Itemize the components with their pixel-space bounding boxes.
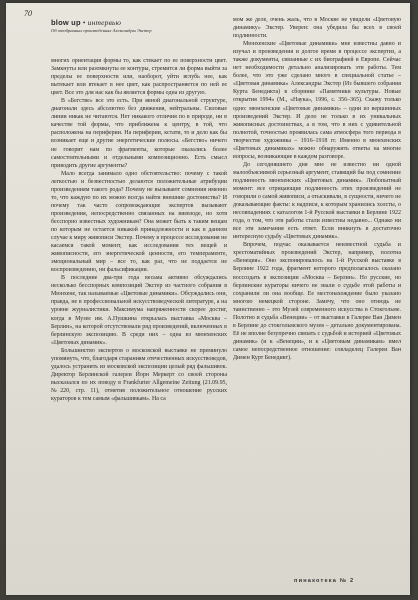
rubric-header — [51, 18, 201, 33]
paragraph: Мало всегда занимало одно обстоятельство: почему с такой легкостью и безвестностью делаются положительные атрибуции произведениям такого рода? Почему не вызывают сомнения именно то, что каждую по их можно всегда найти внешние достоинства? И почему так часто сопровождающие экспертов вызывают произведения, непосредственно связанных на виевзоде, но хотя бесспорно известных художникам? Она может быть к таким вещам по которым не остается никакой принадлежности и как в данном случае к миру живописи Экстер. Почему в процессе исследования не касаемся такой момент, как исследования тех вещей и живописности, его энергетической ценности, его темпераменте, эмоциональный мир – все то, как раз, что не поддается не воспроизведению, ни фальсификации. — [51, 170, 227, 274]
paragraph: Впрочем, подчас оказывается неизвестной судьба и хрестоматийных произведений Экстер, например, полотна «Венеция». Оно экспонировалось на 1-й Русской выставке в Берлине 1922 года, фрагмент которого предполагалось сказано воссоздать в экспозиции «Москва – Берлин». Но русские, но берлинские кураторы ничего не знали о судьбе этой работы и сохранили ли она вообще. Ее местонахождение было указано многою немецкой стороне. Замечу, что оно отнюдь не таинственно – это Музей современного искусства в Стокгольме. Полотно и судьба «Венеции» – от выставки в Галерее Ван Димен в Берлине до стокгольмского музея – детально документирована. Её не вполне безупречно связать с судьбой и историей «Цветовых динамик» (и к «Венеции», и к «Цветовым динамикам» имел самое непосредственное отношение: совладелец Галереи Ван Димен Курт Бенедикт). — [233, 242, 401, 361]
paragraph: До сегодняшнего дня мне не известно ни одной малообъяснимой серьезный аргумент, ставящий бы под сомнение подлинность мюнхенских «Цветовых динамик». Любопытный момент: все отрицающие подлинность этих произведений не говорили о самой живописи, а отыскивали, в сущности, ничего не доказывающие факты: к надписи, к которым хранились холсты, о несовпадениях с каталогом 1-й Русской выставки в Берлине 1922 года, о том, что эти работы стали известны недавно... Однако ни все эти замечания есть ответ. Если вникнуть в достаточно интересную судьбу «Цветовых динамик». — [233, 161, 401, 241]
paragraph: мом же деле, очень жаль, что в Москве не увидели «Цветовую динамику» Экстер. Уверен: она убедила бы всех в своей подлинности. — [233, 17, 401, 40]
article-column-left — [51, 57, 227, 403]
paragraph: В последние два-три года весьма активно обсуждались несколько бесспорных композиций Экстер из частного собрания в Мюнхене, так называемые «Цветовые динамики». Обсуждались они, правда, не в профессиональной искусствоведческой литературе, а на уровне журналистики. Максимума напряженности скорее достиг, когда в Музее им. А.Пушкина открылась выставка «Москва – Берлин», на которой отсутствовали ряд произведений, включенных в берлинскую экспозицию. В среди них – одна из мюнхенских «Цветовых динамик». — [51, 275, 227, 346]
page-number: 70 — [24, 9, 32, 18]
rubric-section: • интервью — [82, 18, 122, 27]
magazine-footer: пинакотека № 2 — [294, 578, 355, 584]
article-column-right — [233, 16, 401, 362]
magazine-page — [6, 3, 410, 595]
paragraph: Большинство экспертов о московской выставке не преминуло упомянуть, что, благодаря стараниям отечественных искусствоведов, удалось устранить из московской экспозиции целый ряд фальшивок. Директор Берлинской галереи Йорн Меркерт со своей стороны высказался по их поводу в Frankfurter Allgemeine Zeitung (21.09.95, №220, стр. 11), отметив положительное отношение русских кураторов к тем самым «фальшивкам». На са — [51, 347, 227, 402]
paragraph: В «Бегстве» все это есть. При явной диагональной структуре, диагонали здесь абсолютно без движения, нейтральны. Силовые линии никак не читаются. Нет никакого отличия по в природе, ни в качестве той формы, что приближена к центру, в той, что расположена на периферии. На периферии, кстати, то и дело как бы возникает еще и другие энергетические полюсы. «Бегство» ничего не говорит нам по фрагменты, которые оказались более самостоятельными и отдельными композиционно. Есть смысл приводить другие аргументы? — [51, 98, 227, 169]
rubric-title-line — [51, 18, 201, 27]
paragraph: многих ориентация формы то, как стекает по ее поверхности цвет. Замкнуты или разомкнуты ее контуры, стремится ли форма выйти за пределы ее поверхности или, наоборот, уйти вглубь нее, как вытекает или втекает в нее цвет, как распространяется по ней ее цвет. Все это для нас как бы является формы одна из другую. — [51, 58, 227, 97]
rubric-title: blow up — [51, 18, 81, 27]
paragraph: Мюнхенские «Цветовые динамики» мне известны давно и изучал и произведения и долгое время в процессе экспертиз, а также документы, связанные с их биографией в Европе. Сейчас нет необходимости детально анализировать эти работы. Тем более, что это уже сделано много в специальной статье – «Цветовая динамика» Александры Экстер (Из бывшего собрания Курта Бенедикта) в сборнике «Памятники культуры. Новые открытия 1994» (М., «Наука», 1996, с. 356–365). Скажу только одно: мюнхенские «Цветовые динамики» – одни из вершинных произведений Экстер. И дело не только в их уникальных живописных достоинствах, а в том, что в них с удивительной полнотой, точностью проявилась сама атмосфера того периода в творчестве художника – 1916–1918 гг. Именно в мюнхенских «Цветовых динамиках» можно обнаружить ответы на многие вопросы, возникающие в каждом разговоре. — [233, 41, 401, 160]
rubric-subtitle: Об отобранных произведениях Александры Экстер — [51, 28, 152, 33]
